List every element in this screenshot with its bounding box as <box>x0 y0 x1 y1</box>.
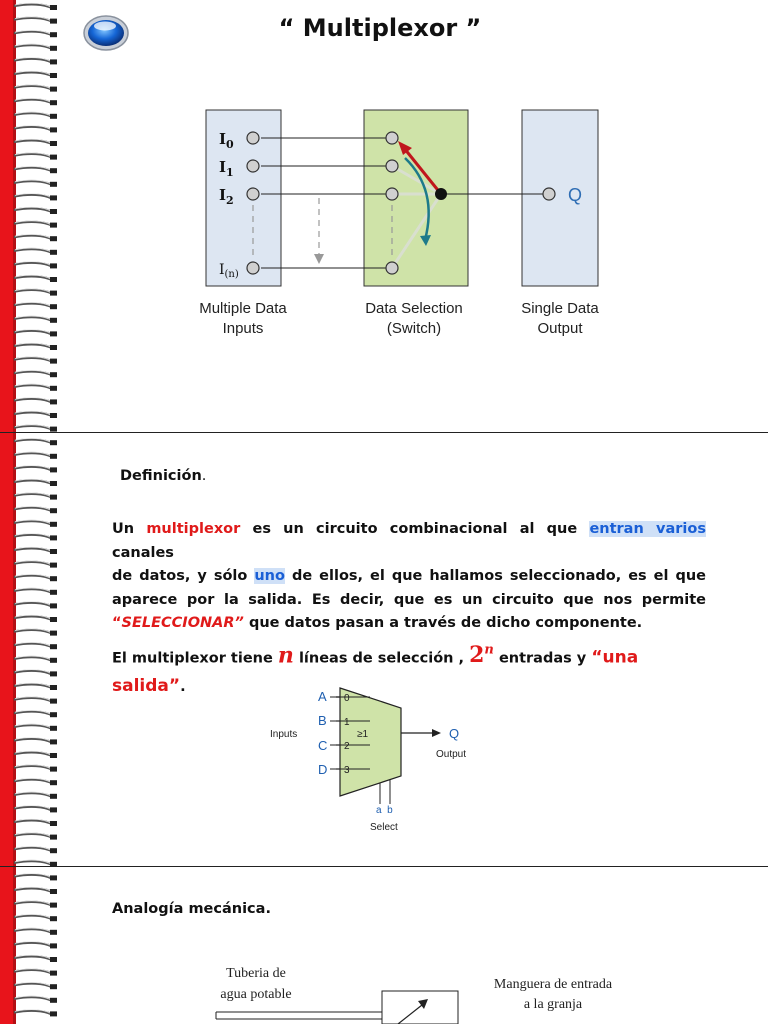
mux-block-diagram <box>260 680 490 840</box>
output-panel <box>522 110 598 286</box>
slide-divider-1 <box>0 432 768 433</box>
mux-pin-b: B <box>318 713 327 728</box>
selection-lines-sentence: El multiplexor tiene n líneas de selección , 2$^n$ entradas y “una salida”. <box>112 642 639 697</box>
mux-pin-a: A <box>318 689 327 704</box>
input-label-0: $I_0$ <box>219 130 234 151</box>
mux-pin-d: D <box>318 762 328 777</box>
mux-pin-num-2: 2 <box>344 741 350 752</box>
switch-panel <box>364 110 468 286</box>
definition-paragraph: Un multiplexor es un circuito combinacional al que entran varios canales de datos, y sólo uno de ellos, el que hallamos seleccionado, es el que aparece por la salida. Es decir, que es un circuito que nos permite “SELECCIONAR” que datos pasan a través de dicho componente. <box>112 521 706 631</box>
mux-inputs-label: Inputs <box>270 729 298 740</box>
switch-pivot <box>435 188 447 200</box>
caption-switch-1: Data Selection <box>365 300 463 317</box>
input-label-2: $I_2$ <box>219 186 234 207</box>
mux-pin-num-3: 3 <box>344 765 350 776</box>
analogy-heading: Analogía mecánica. <box>112 901 271 917</box>
mux-select-pins: a b <box>376 805 393 816</box>
inputs-panel <box>206 110 281 286</box>
input-label-1: $I_1$ <box>219 158 234 179</box>
caption-output-2: Output <box>537 320 583 337</box>
analogy-label-left-1: Tuberia de <box>226 966 286 981</box>
mux-output-label: Output <box>436 749 467 760</box>
caption-inputs-1: Multiple Data <box>199 300 287 317</box>
mux-pin-num-1: 1 <box>344 717 350 728</box>
analogy-label-left-2: agua potable <box>220 987 292 1002</box>
definition-heading: Definición. <box>120 468 207 484</box>
mux-symbol: ≥1 <box>357 729 369 740</box>
caption-output-1: Single Data <box>521 300 599 317</box>
analogy-label-right-2: a la granja <box>523 997 583 1012</box>
output-label-q: Q <box>568 185 583 205</box>
mux-pin-num-0: 0 <box>344 693 350 704</box>
mechanical-analogy-diagram <box>200 955 640 1024</box>
caption-switch-2: (Switch) <box>386 320 442 337</box>
mux-output-q: Q <box>449 726 460 741</box>
mux-pin-c: C <box>318 738 328 753</box>
slide-divider-2 <box>0 866 768 867</box>
caption-inputs-2: Inputs <box>222 320 264 337</box>
input-label-n: $I_{(n)}$ <box>219 262 239 280</box>
mux-select-label: Select <box>370 822 398 833</box>
multiplexer-switch-diagram <box>0 0 768 430</box>
slide-title: “ Multiplexor ” <box>278 14 482 42</box>
analogy-label-right-1: Manguera de entrada <box>493 977 613 992</box>
